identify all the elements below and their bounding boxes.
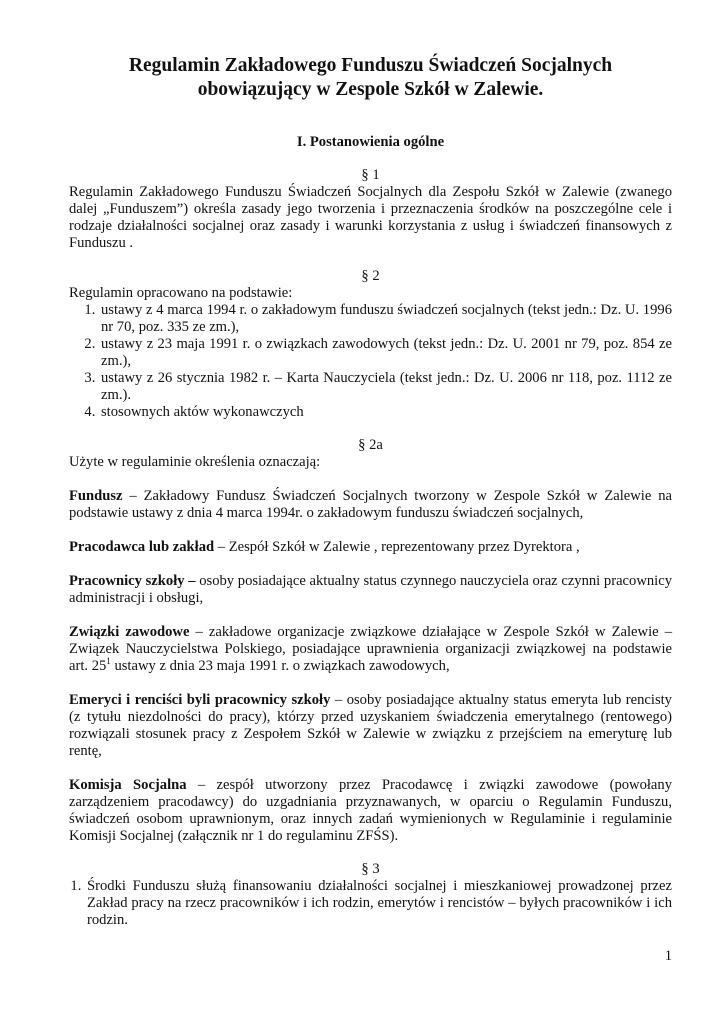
definition-text: – zespół utworzony przez Pracodawcę i związki zawodowe (powołany zarządzeniem pracodawcy) do uzgadniania przyznawanych, w oparciu o Regulamin Funduszu, świadczeń osobom uprawnionym, oraz innych zadań wymienionych w Regulaminie i regulaminie Komisji Socjalnej (załącznik nr 1 do regulaminu ZFŚS). [69, 777, 672, 844]
definition-text: osoby posiadające aktualny status czynnego nauczyciela oraz czynni pracownicy administracji i obsługi, [69, 573, 672, 606]
paragraph-3-list [69, 878, 672, 929]
definition-text: – Zakładowy Fundusz Świadczeń Socjalnych tworzony w Zespole Szkół w Zalewie na podstawie ustawy z dnia 4 marca 1994r. o zakładowym funduszu świadczeń socjalnych, [69, 488, 672, 521]
paragraph-2-intro: Regulamin opracowano na podstawie: [69, 285, 293, 301]
section-heading: I. Postanowienia ogólne [296, 134, 445, 150]
document-page [69, 54, 672, 929]
definition-term: Emeryci i renciści byli pracownicy szkoły [69, 692, 331, 708]
definition-zwiazki [69, 624, 672, 675]
definition-text: – zakładowe organizacje związkowe działające w Zespole Szkół w Zalewie – Związek Nauczycielstwa Polskiego, posiadające uprawnienia organizacji związkowej na podstawie art. 25 [69, 624, 672, 674]
title-line-2: obowiązujący w Zespole Szkół w Zalewie. [197, 79, 544, 100]
paragraph-sign-2a: § 2a [358, 437, 383, 453]
title-line-1: Regulamin Zakładowego Funduszu Świadczeń Socjalnych [128, 55, 613, 76]
list-item: 1. ustawy z 4 marca 1994 r. o zakładowym funduszu świadczeń socjalnych (tekst jedn.: Dz. U. 1996 nr 70, poz. 335 ze zm.), [99, 302, 672, 336]
list-item: 3. ustawy z 26 stycznia 1982 r. – Karta Nauczyciela (tekst jedn.: Dz. U. 2006 nr 118, poz. 1112 ze zm.). [99, 370, 672, 404]
definition-text-cont: ustawy z dnia 23 maja 1991 r. o związkach zawodowych, [110, 658, 450, 674]
superscript: 1 [106, 656, 111, 667]
definition-komisja [69, 777, 672, 845]
definition-term: Związki zawodowe [69, 624, 190, 640]
definition-text: – osoby posiadające aktualny status emeryta lub rencisty (z tytułu niezdolności do pracy), którzy przed uzyskaniem świadczenia emerytalnego (rentowego) rozwiązali stosunek pracy z Zespołem Szkół w Zalewie w związku z przejściem na emeryturę lub rentę, [69, 692, 672, 759]
definition-text: – Zespół Szkół w Zalewie , reprezentowany przez Dyrektora , [214, 539, 580, 555]
definition-term: Pracownicy szkoły – [69, 573, 196, 589]
paragraph-1-text: Regulamin Zakładowego Funduszu Świadczeń Socjalnych dla Zespołu Szkół w Zalewie (zwanego dalej „Funduszem”) określa zasady jego tworzenia i przeznaczenia środków na poszczególne cele i rodzaje działalności socjalnej oraz zasady i warunki korzystania z usług i świadczeń finansowych z Funduszu . [69, 184, 672, 251]
paragraph-sign-3: § 3 [361, 861, 380, 877]
definition-emeryci [69, 692, 672, 760]
definition-term: Fundusz [69, 488, 123, 504]
definition-term: Komisja Socjalna [69, 777, 187, 793]
document-title [69, 54, 672, 102]
definition-pracownicy [69, 573, 672, 607]
definition-pracodawca [69, 539, 672, 556]
list-item: 2. ustawy z 23 maja 1991 r. o związkach zawodowych (tekst jedn.: Dz. U. 2001 nr 79, poz. 854 ze zm.), [99, 336, 672, 370]
paragraph-2a-intro: Użyte w regulaminie określenia oznaczają: [69, 454, 321, 470]
paragraph-sign-1: § 1 [361, 167, 380, 183]
list-item: 1. Środki Funduszu służą finansowaniu działalności socjalnej i mieszkaniowej prowadzonej przez Zakład pracy na rzecz pracowników i ich rodzin, emerytów i rencistów – byłych pracowników i ich rodzin. [85, 878, 672, 929]
definition-term: Pracodawca lub zakład [69, 539, 215, 555]
list-item: 4. stosownych aktów wykonawczych [99, 404, 672, 421]
paragraph-sign-2: § 2 [361, 268, 380, 284]
legal-basis-list [69, 302, 672, 421]
definition-fundusz [69, 488, 672, 522]
page-number: 1 [664, 948, 672, 964]
